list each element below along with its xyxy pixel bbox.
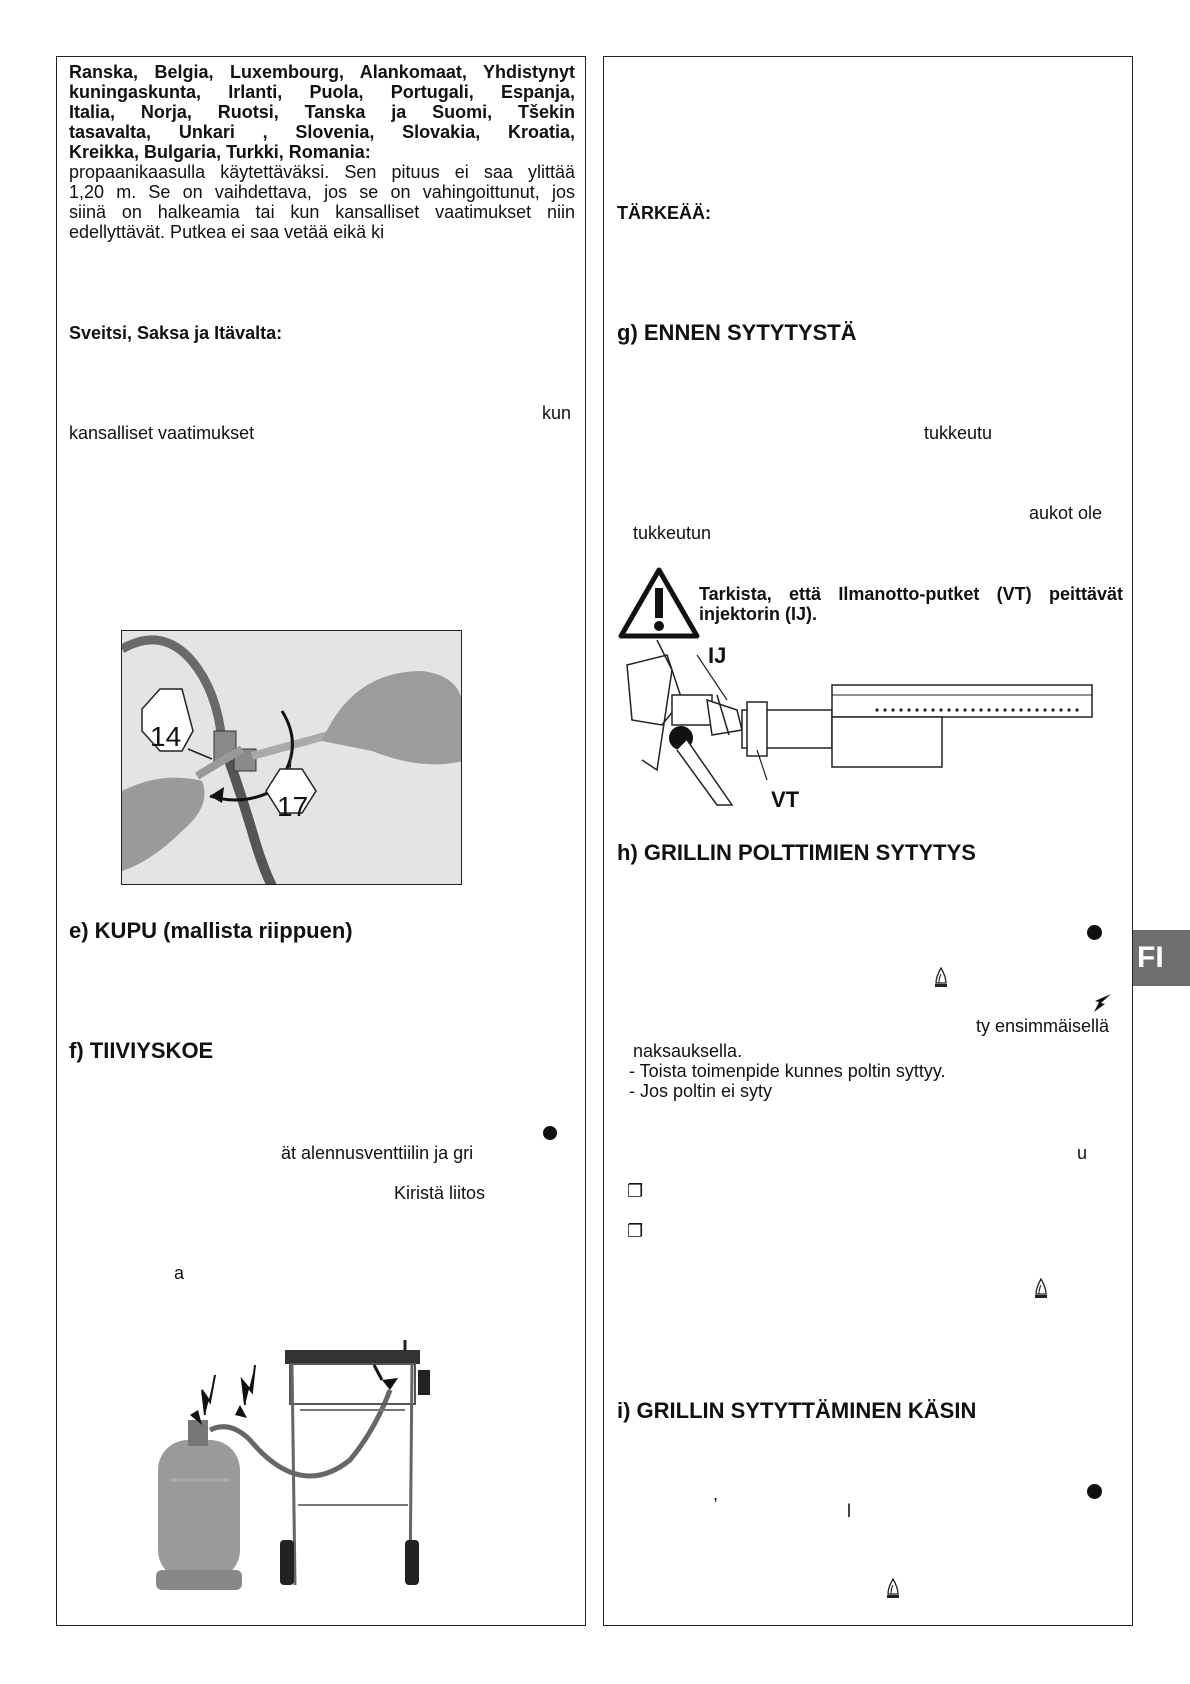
jos-text: - Jos poltin ei syty [629,1081,773,1101]
toista-text: - Toista toimenpide kunnes poltin syttyy. [629,1061,946,1081]
heading-g-ennen-sytytysta: g) ENNEN SYTYTYSTÄ [617,320,857,345]
label-14: 14 [150,721,182,752]
tukkeutun-text: tukkeutun [633,523,712,543]
checkbox-icon: ❐ [627,1221,644,1241]
bullet-dot-icon [1087,925,1102,940]
wrench-photo [121,630,462,885]
bar-text: l [847,1501,851,1521]
warning-line-2: injektorin (IJ). [699,604,818,624]
text-line-2: 1,20 m. Se on vaihdettava, jos se on vahingoittunut, jos [69,182,575,202]
heading-f-tiiviyskoe: f) TIIVIYSKOE [69,1038,214,1063]
language-tab: FI [1133,930,1190,986]
flame-icon [1034,1278,1048,1300]
flame-icon [886,1578,900,1600]
bullet-dot-icon [543,1126,557,1140]
checkbox-icon: ❐ [627,1181,644,1201]
label-ij: IJ [708,643,727,668]
u-text: u [1077,1143,1088,1163]
countries-text-paragraph [69,162,575,242]
text-line-4: edellyttävät. Putkea ei saa vetää eikä ki [69,222,385,242]
heading-h-grillin-polttimien-sytytys: h) GRILLIN POLTTIMIEN SYTYTYS [617,840,976,865]
tarkeaa-label: TÄRKEÄÄ: [617,203,711,223]
kun-text: kun [542,403,572,423]
countries-line-3: Italia, Norja, Ruotsi, Tanska ja Suomi, Tšekin [69,102,575,122]
aukot-text: aukot ole [1029,503,1103,523]
text-line-3: siinä on halkeamia tai kun kansalliset vaatimukset niin [69,202,575,222]
spark-ignition-icon [1091,992,1113,1014]
warning-line-1: Tarkista, että Ilmanotto-putket (VT) peittävät [699,584,1123,604]
countries-line-4: tasavalta, Unkari , Slovenia, Slovakia, Kroatia, [69,122,575,142]
alennus-text: ät alennusventtiilin ja gri [281,1143,474,1163]
a-text: a [174,1263,185,1283]
countries-line-2: kuningaskunta, Irlanti, Puola, Portugali, Espanja, [69,82,575,102]
kansalliset-text: kansalliset vaatimukset [69,423,255,443]
kirista-text: Kiristä liitos [394,1183,486,1203]
injector-diagram [617,640,1107,810]
heading-e-kupu: e) KUPU (mallista riippuen) [69,918,353,943]
tukkeutu-text: tukkeutu [924,423,993,443]
label-17: 17 [277,791,309,822]
naksauksella-text: naksauksella. [633,1041,743,1061]
ensimmaisella-text: ty ensimmäisellä [976,1016,1110,1036]
heading-i-grillin-sytyttaminen-kasin: i) GRILLIN SYTYTTÄMINEN KÄSIN [617,1398,977,1423]
swiss-heading: Sveitsi, Saksa ja Itävalta: [69,323,283,343]
flame-icon [934,967,948,989]
gas-cylinder-grill-illustration [150,1330,450,1600]
label-vt: VT [771,787,800,812]
warning-triangle-icon [617,566,701,641]
countries-line-1: Ranska, Belgia, Luxembourg, Alankomaat, Yhdistynyt [69,62,575,82]
bullet-dot-icon [1087,1484,1102,1499]
warning-text [699,584,1123,624]
text-line-1: propaanikaasulla käytettäväksi. Sen pituus ei saa ylittää [69,162,575,182]
comma-text: , [713,1484,719,1504]
countries-bold-paragraph [69,62,575,162]
countries-line-5: Kreikka, Bulgaria, Turkki, Romania: [69,142,371,162]
wrench-photo-illustration [122,631,462,885]
